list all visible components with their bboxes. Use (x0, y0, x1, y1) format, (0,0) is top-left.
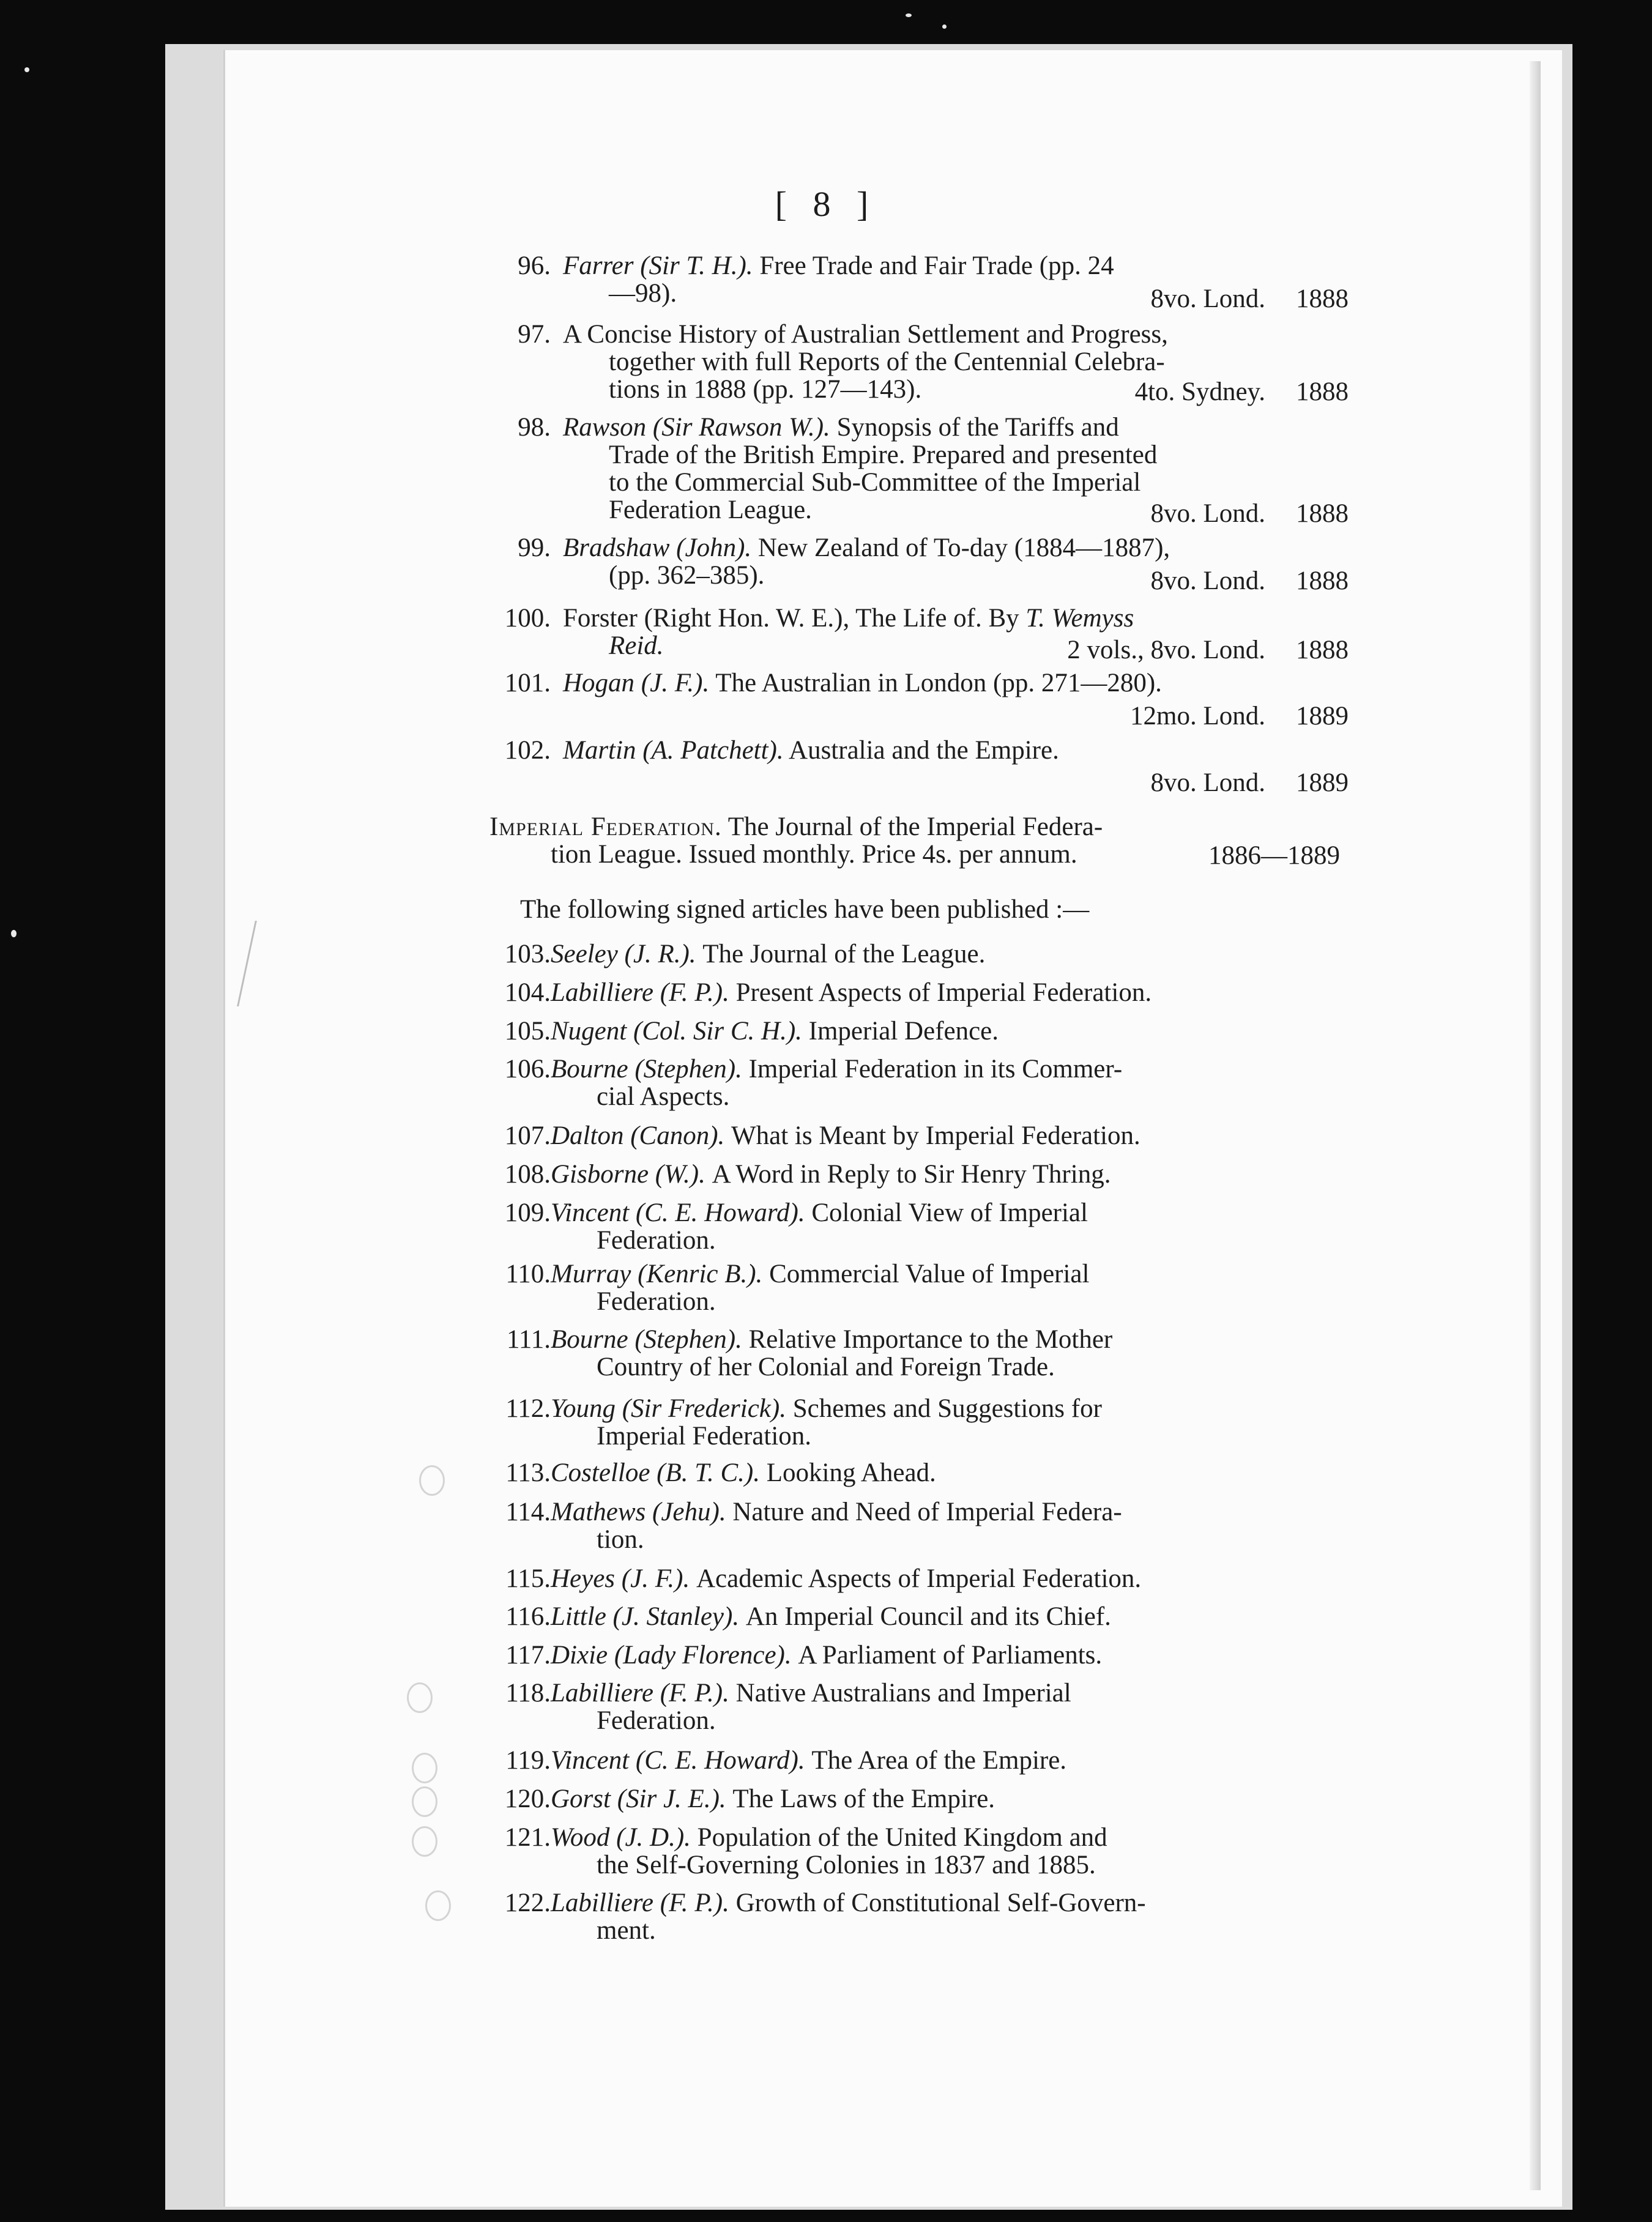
article-number: 108. (504, 1160, 551, 1189)
article-entry (489, 1603, 1352, 1630)
article-number: 118. (505, 1679, 551, 1707)
article-entry (489, 1641, 1352, 1669)
entry-year: 1888 (1296, 377, 1349, 406)
article-line (597, 1288, 1352, 1315)
article-entry (489, 1199, 1352, 1254)
article-author: Labilliere (F. P.). (551, 978, 736, 1007)
article-author: Heyes (J. F.). (551, 1564, 696, 1593)
article-line (597, 1851, 1352, 1879)
article-title: Colonial View of Imperial (811, 1198, 1088, 1227)
article-title: Nature and Need of Imperial Federa- (732, 1498, 1122, 1526)
entry-number: 96. (518, 251, 551, 280)
article-entry (489, 1395, 1352, 1450)
article-entry (489, 1055, 1352, 1110)
article-line (551, 979, 1352, 1006)
punch-hole-mark (407, 1682, 433, 1713)
article-entry (489, 1017, 1352, 1045)
article-entry (489, 1679, 1352, 1734)
article-title: The Journal of the League. (702, 940, 986, 968)
punch-hole-mark (412, 1753, 437, 1783)
entry-author: Reid. (609, 631, 664, 660)
entry-line (563, 252, 1352, 280)
entry-number: 102. (504, 736, 551, 765)
article-line (551, 1747, 1352, 1774)
article-line (551, 1122, 1352, 1150)
article-line (551, 1641, 1352, 1669)
article-number: 115. (505, 1564, 551, 1593)
article-author: Gisborne (W.). (551, 1160, 712, 1189)
entry-line (609, 469, 1352, 496)
entry-title: tions in 1888 (pp. 127—143). (609, 375, 922, 404)
article-title: Present Aspects of Imperial Federation. (735, 978, 1152, 1007)
article-line (551, 1459, 1352, 1487)
article-title: A Parliament of Parliaments. (798, 1641, 1103, 1670)
article-author: Vincent (C. E. Howard). (551, 1746, 812, 1775)
article-line (597, 1707, 1352, 1734)
article-title: Population of the United Kingdom and (697, 1823, 1107, 1852)
article-number: 111. (506, 1325, 551, 1354)
page-edge-shadow (1530, 61, 1541, 2190)
entry-line (563, 534, 1352, 562)
entry-title: A Concise History of Australian Settlement and Progress, (563, 320, 1168, 349)
journal-line: tion League. Issued monthly. Price 4s. per annum. (551, 840, 1077, 869)
article-number: 122. (504, 1889, 551, 1917)
entry-number: 100. (504, 604, 551, 633)
article-entry (489, 1326, 1352, 1381)
article-title: cial Aspects. (597, 1082, 730, 1111)
article-title: An Imperial Council and its Chief. (745, 1602, 1111, 1631)
entry-title: —98). (609, 279, 677, 308)
journal-line (489, 813, 1346, 841)
entry-number: 98. (518, 413, 551, 442)
article-entry (489, 1498, 1352, 1553)
entry-title: Forster (Right Hon. W. E.), The Life of. By (563, 604, 1026, 633)
article-author: Young (Sir Frederick). (551, 1394, 793, 1423)
article-line (551, 1498, 1352, 1526)
article-entry (489, 1459, 1352, 1487)
article-line (597, 1917, 1352, 1944)
entry-line (563, 321, 1352, 348)
article-line (597, 1353, 1352, 1381)
book-entry (489, 737, 1352, 764)
entry-author: Farrer (Sir T. H.). (563, 251, 753, 280)
entry-year: 1888 (1296, 567, 1349, 595)
entry-title: Free Trade and Fair Trade (pp. 24 (753, 251, 1114, 280)
scan-speck (11, 930, 17, 937)
entry-year: 1888 (1296, 284, 1349, 313)
article-author: Murray (Kenric B.). (551, 1260, 770, 1288)
article-title: Looking Ahead. (766, 1458, 936, 1487)
entry-line (609, 348, 1352, 376)
journal-years: 1886—1889 (1208, 841, 1340, 870)
article-title: Schemes and Suggestions for (792, 1394, 1102, 1423)
article-line (551, 1260, 1352, 1288)
article-author: Gorst (Sir J. E.). (551, 1785, 733, 1813)
entry-imprint: 8vo. Lond. (1150, 768, 1265, 797)
article-title: A Word in Reply to Sir Henry Thring. (712, 1160, 1111, 1189)
article-number: 103. (504, 940, 551, 968)
article-author: Mathews (Jehu). (551, 1498, 733, 1526)
article-entry (489, 1824, 1352, 1879)
article-author: Bourne (Stephen). (551, 1055, 749, 1083)
entry-line (563, 414, 1352, 441)
article-line (551, 1326, 1352, 1353)
article-author: Wood (J. D.). (551, 1823, 698, 1852)
article-line (551, 940, 1352, 968)
article-number: 119. (505, 1746, 551, 1775)
article-title: The Laws of the Empire. (732, 1785, 995, 1813)
entry-imprint: 8vo. Lond. (1150, 284, 1265, 313)
article-title: Native Australians and Imperial (735, 1679, 1071, 1707)
entry-title: New Zealand of To-day (1884—1887), (751, 533, 1170, 562)
article-number: 113. (505, 1458, 551, 1487)
entry-author: Rawson (Sir Rawson W.). (563, 413, 830, 442)
article-title: Imperial Federation. (597, 1422, 812, 1451)
entry-line (563, 737, 1352, 764)
entry-title: together with full Reports of the Centennial Celebra- (609, 347, 1165, 376)
page-number: [ 8 ] (775, 184, 877, 224)
entry-line (563, 604, 1352, 632)
entry-year: 1888 (1296, 636, 1349, 664)
entry-imprint: 2 vols., 8vo. Lond. (1067, 636, 1265, 664)
entry-year: 1889 (1296, 702, 1349, 730)
article-author: Vincent (C. E. Howard). (551, 1198, 812, 1227)
article-entry (489, 1260, 1352, 1315)
entry-year: 1888 (1296, 499, 1349, 528)
article-entry (489, 1785, 1352, 1813)
entry-number: 99. (518, 533, 551, 562)
article-number: 116. (505, 1602, 551, 1631)
entry-number: 101. (504, 669, 551, 697)
punch-hole-mark (412, 1786, 437, 1817)
entry-title: Federation League. (609, 496, 812, 524)
article-line (551, 1889, 1352, 1917)
article-entry (489, 1747, 1352, 1774)
entry-author: T. Wemyss (1025, 604, 1134, 633)
article-line (551, 1679, 1352, 1707)
article-author: Costelloe (B. T. C.). (551, 1458, 767, 1487)
article-title: Country of her Colonial and Foreign Trade. (597, 1353, 1055, 1381)
article-number: 121. (504, 1823, 551, 1852)
article-author: Bourne (Stephen). (551, 1325, 749, 1354)
entry-imprint: 12mo. Lond. (1130, 702, 1265, 730)
article-entry (489, 1161, 1352, 1188)
journal-text: The Journal of the Imperial Federa- (721, 812, 1103, 841)
article-title: Federation. (597, 1226, 716, 1255)
article-author: Dalton (Canon). (551, 1121, 732, 1150)
article-title: ment. (597, 1916, 656, 1945)
articles-intro: The following signed articles have been published :— (520, 895, 1090, 924)
entry-imprint: 8vo. Lond. (1150, 567, 1265, 595)
entry-title: Australia and the Empire. (783, 736, 1059, 765)
journal-title: Imperial Federation. (489, 812, 722, 841)
book-entry (489, 669, 1352, 697)
entry-imprint: 4to. Sydney. (1134, 377, 1265, 406)
article-number: 104. (504, 978, 551, 1007)
article-number: 106. (504, 1055, 551, 1083)
article-title: Growth of Constitutional Self-Govern- (735, 1889, 1146, 1917)
article-title: Relative Importance to the Mother (748, 1325, 1113, 1354)
article-number: 109. (504, 1198, 551, 1227)
punch-hole-mark (412, 1826, 437, 1857)
article-entry (489, 979, 1352, 1006)
entry-title: (pp. 362–385). (609, 561, 765, 590)
article-line (551, 1161, 1352, 1188)
entry-author: Bradshaw (John). (563, 533, 752, 562)
article-title: What is Meant by Imperial Federation. (731, 1121, 1140, 1150)
article-number: 105. (504, 1017, 551, 1046)
article-number: 117. (505, 1641, 551, 1670)
article-number: 107. (504, 1121, 551, 1150)
article-author: Dixie (Lady Florence). (551, 1641, 798, 1670)
article-line (551, 1055, 1352, 1083)
entry-title: Synopsis of the Tariffs and (830, 413, 1119, 442)
entry-imprint: 8vo. Lond. (1150, 499, 1265, 528)
entry-author: Hogan (J. F.). (563, 669, 710, 697)
article-author: Seeley (J. R.). (551, 940, 703, 968)
article-author: Labilliere (F. P.). (551, 1679, 736, 1707)
punch-hole-mark (419, 1465, 445, 1496)
article-line (551, 1565, 1352, 1592)
article-number: 120. (504, 1785, 551, 1813)
scan-speck (942, 24, 947, 29)
entry-author: Martin (A. Patchett). (563, 736, 784, 765)
article-line (597, 1083, 1352, 1110)
scan-speck (906, 13, 912, 17)
article-number: 114. (505, 1498, 551, 1526)
entry-title: The Australian in London (pp. 271—280). (709, 669, 1162, 697)
article-entry (489, 1565, 1352, 1592)
article-line (551, 1017, 1352, 1045)
article-title: The Area of the Empire. (811, 1746, 1067, 1775)
article-author: Labilliere (F. P.). (551, 1889, 736, 1917)
article-line (551, 1199, 1352, 1227)
article-title: Commercial Value of Imperial (769, 1260, 1090, 1288)
article-line (597, 1526, 1352, 1553)
article-title: Federation. (597, 1706, 716, 1735)
article-line (551, 1785, 1352, 1813)
article-line (551, 1824, 1352, 1851)
article-line (551, 1603, 1352, 1630)
entry-title: to the Commercial Sub-Committee of the Imperial (609, 468, 1141, 497)
article-number: 112. (505, 1394, 551, 1423)
article-title: the Self-Governing Colonies in 1837 and 1885. (597, 1851, 1096, 1879)
entry-line (609, 441, 1352, 469)
article-title: Academic Aspects of Imperial Federation. (696, 1564, 1142, 1593)
article-title: Federation. (597, 1287, 716, 1316)
scan-speck (24, 67, 29, 72)
entry-year: 1889 (1296, 768, 1349, 797)
article-entry (489, 1122, 1352, 1150)
article-title: Imperial Federation in its Commer- (748, 1055, 1123, 1083)
article-line (551, 1395, 1352, 1422)
article-title: tion. (597, 1525, 644, 1554)
article-line (597, 1422, 1352, 1450)
entry-line (563, 669, 1352, 697)
punch-hole-mark (425, 1890, 451, 1921)
article-entry (489, 940, 1352, 968)
article-author: Nugent (Col. Sir C. H.). (551, 1017, 809, 1046)
article-title: Imperial Defence. (808, 1017, 999, 1046)
article-entry (489, 1889, 1352, 1944)
article-line (597, 1227, 1352, 1254)
article-author: Little (J. Stanley). (551, 1602, 746, 1631)
entry-title: Trade of the British Empire. Prepared and presented (609, 440, 1158, 469)
entry-number: 97. (518, 320, 551, 349)
article-number: 110. (505, 1260, 551, 1288)
